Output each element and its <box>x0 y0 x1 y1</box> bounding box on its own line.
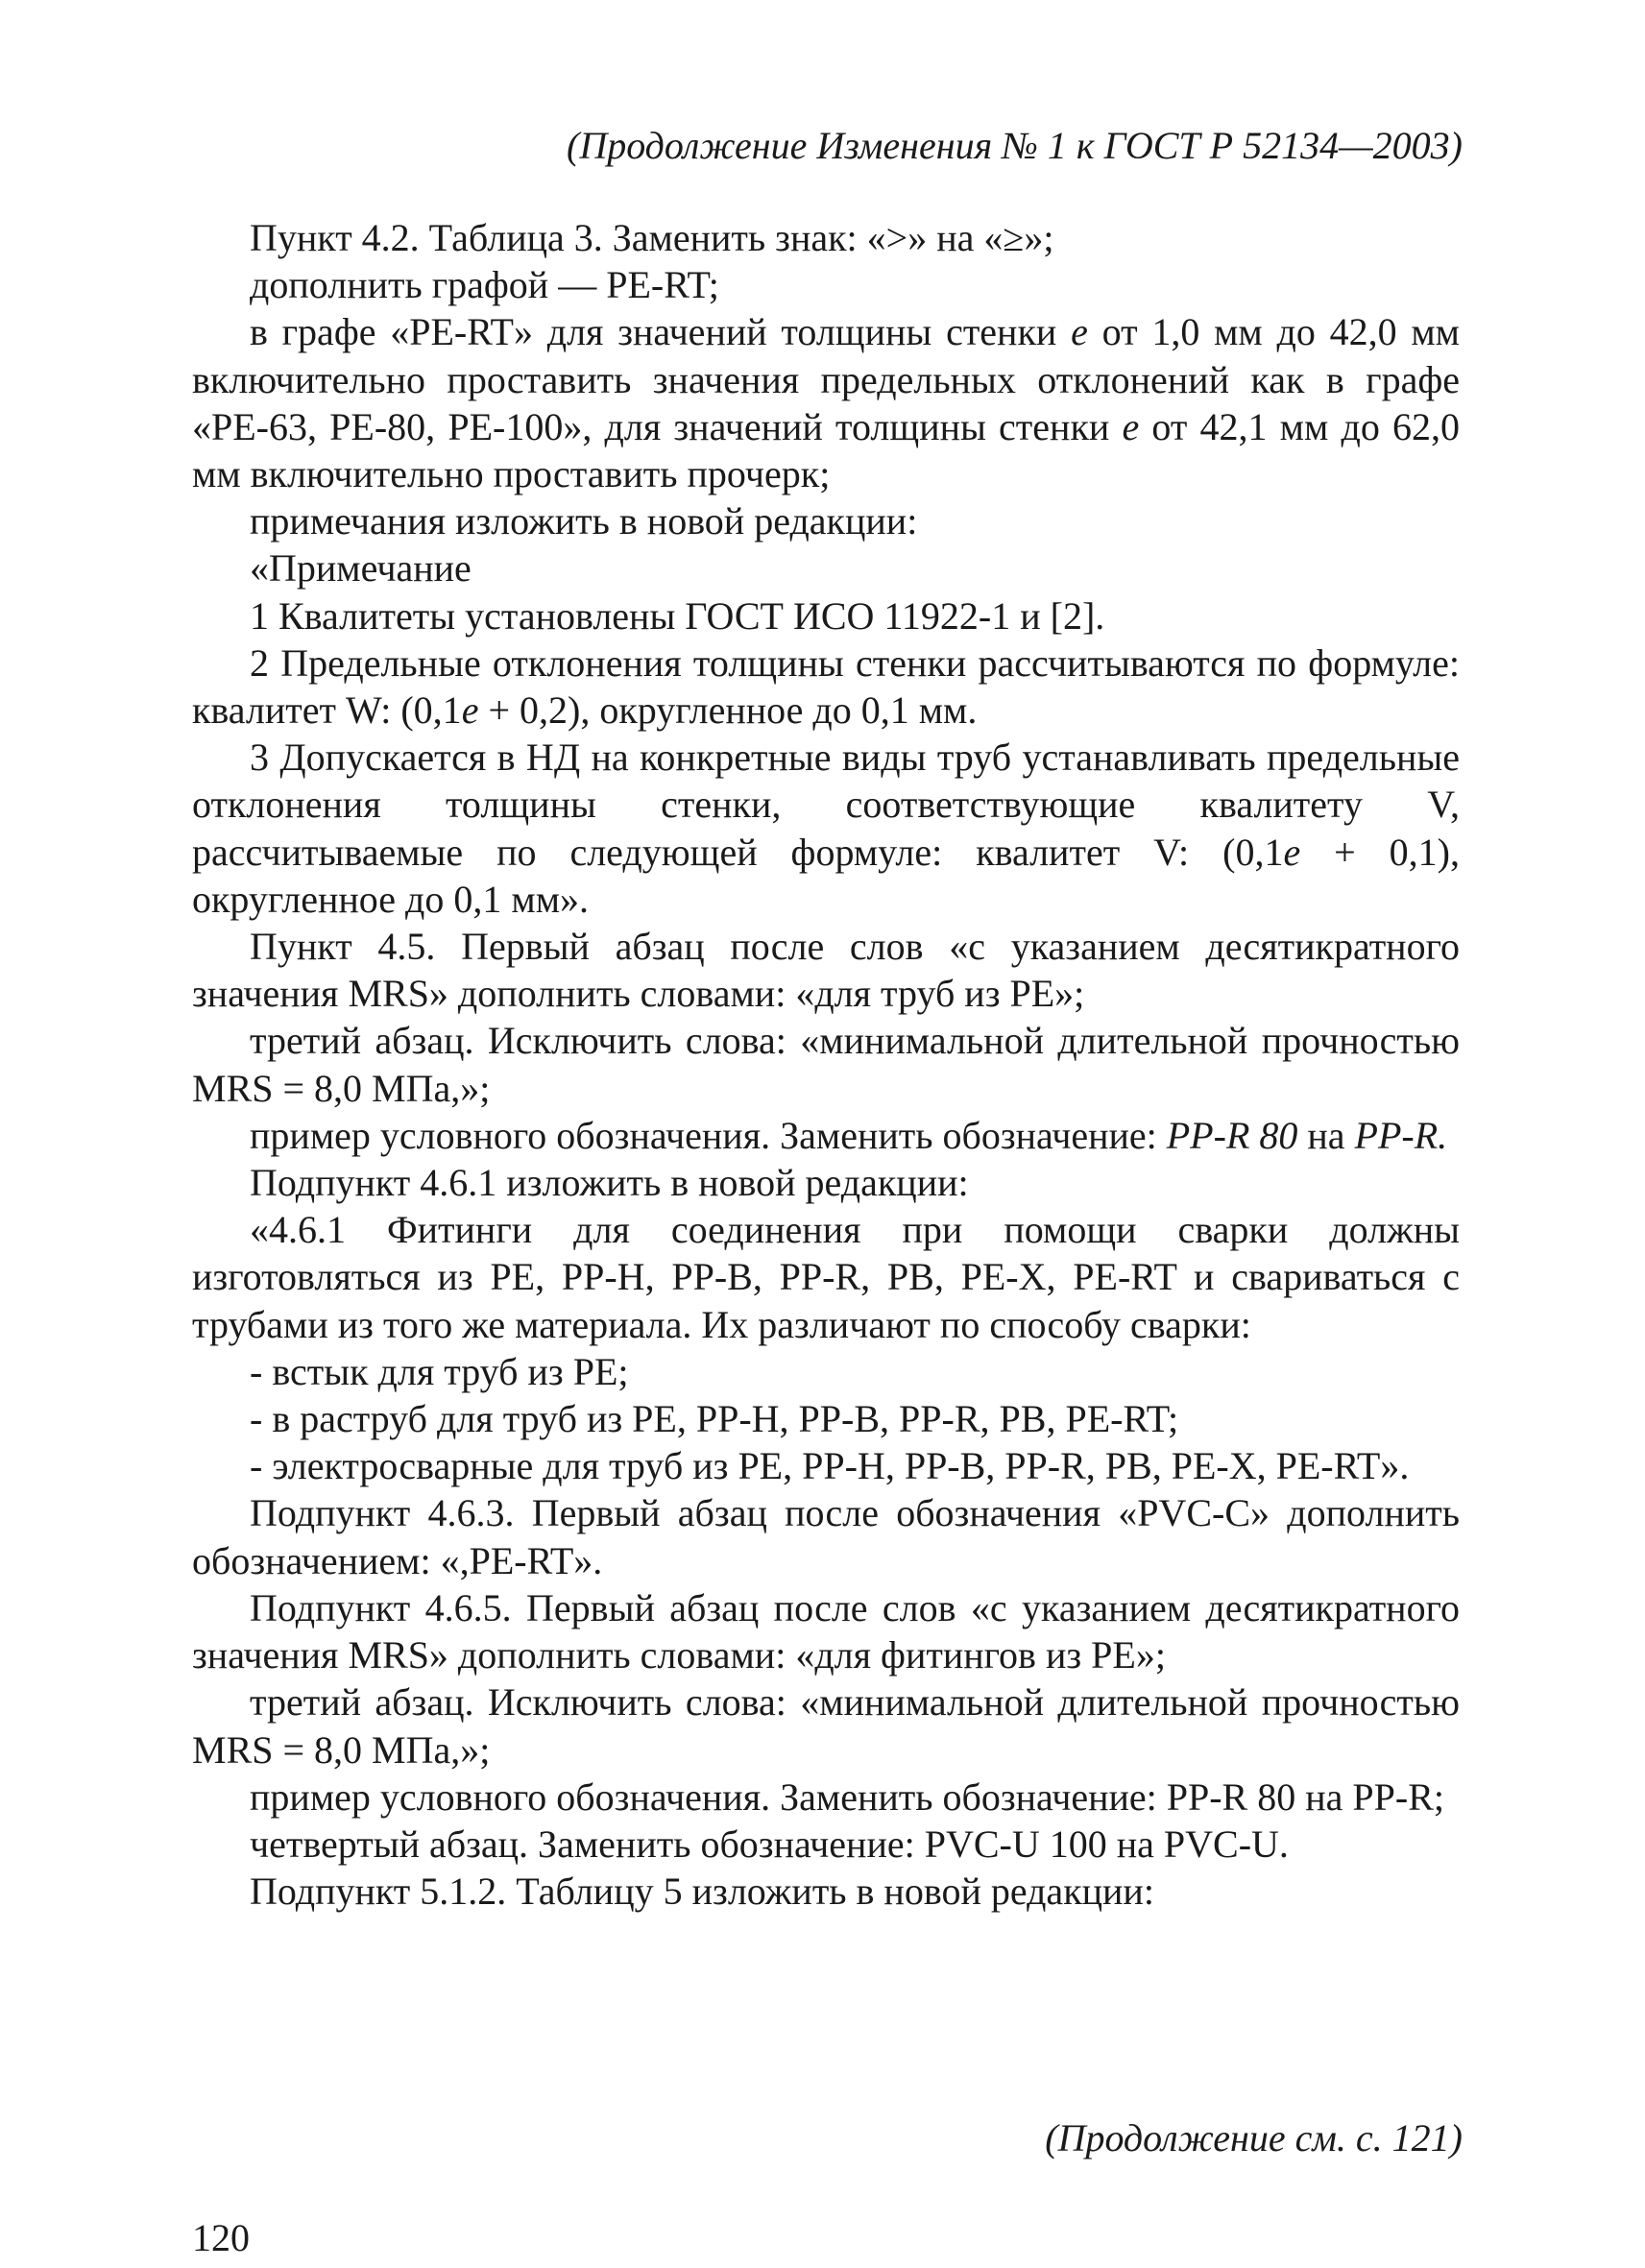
paragraph: «4.6.1 Фитинги для соединения при помощи сварки должны изготовляться из PE, PP-H, PP-B, PP-R, PB, PE-X, PE-RT и свариваться с трубами из того же материала. Их различают по способу сварки: <box>192 1208 1460 1346</box>
paragraph: 1 Квалитеты установлены ГОСТ ИСО 11922-1 и [2]. <box>250 593 1105 638</box>
paragraph: 2 Предельные отклонения толщины стенки рассчитываются по формуле: квалитет W: (0,1e + 0,2), округленное до 0,1 мм. <box>192 640 1460 733</box>
continuation-note: (Продолжение см. с. 121) <box>1045 2116 1463 2159</box>
paragraph: третий абзац. Исключить слова: «минимальной длительной прочностью MRS = 8,0 МПа,»; <box>192 1019 1460 1110</box>
paragraph: четвертый абзац. Заменить обозначение: PVC-U 100 на PVC-U. <box>250 1822 1289 1866</box>
paragraph: Подпункт 4.6.1 изложить в новой редакции: <box>250 1161 969 1205</box>
paragraph: пример условного обозначения. Заменить обозначение: PP-R 80 на PP-R; <box>250 1774 1445 1819</box>
paragraph: Пункт 4.2. Таблица 3. Заменить знак: «>» на «≥»; <box>250 216 1054 259</box>
body-text <box>192 214 1460 1915</box>
paragraph: Подпункт 5.1.2. Таблицу 5 изложить в новой редакции: <box>250 1870 1154 1914</box>
paragraph: в графе «PE-RT» для значений толщины стенки e от 1,0 мм до 42,0 мм включительно проставить значения предельных отклонений как в графе «PE-63, PE-80, PE-100», для значений толщины стенки e от 42,1 мм до 62,0 мм включительно проставить прочерк; <box>192 310 1460 496</box>
paragraph: пример условного обозначения. Заменить обозначение: PP-R 80 на PP-R. <box>250 1113 1448 1157</box>
page-number: 120 <box>192 2216 250 2259</box>
paragraph: третий абзац. Исключить слова: «минимальной длительной прочностью MRS = 8,0 МПа,»; <box>192 1680 1460 1772</box>
paragraph: - электросварные для труб из PE, PP-H, PP-B, PP-R, PB, PE-X, PE-RT». <box>250 1444 1410 1488</box>
page-header: (Продолжение Изменения № 1 к ГОСТ Р 52134—2003) <box>567 124 1463 167</box>
paragraph: дополнить графой — PE-RT; <box>250 263 719 307</box>
paragraph: Пункт 4.5. Первый абзац после слов «с указанием десятикратного значения MRS» дополнить словами: «для труб из PE»; <box>192 925 1460 1016</box>
paragraph: примечания изложить в новой редакции: <box>250 499 918 543</box>
paragraph: Подпункт 4.6.5. Первый абзац после слов «с указанием десятикратного значения MRS» дополнить словами: «для фитингов из PE»; <box>192 1585 1460 1677</box>
paragraph: Подпункт 4.6.3. Первый абзац после обозначения «PVC-C» дополнить обозначением: «,PE-RT». <box>192 1491 1460 1582</box>
paragraph: - в раструб для труб из PE, PP-H, PP-B, PP-R, PB, PE-RT; <box>250 1397 1179 1441</box>
paragraph: - встык для труб из PE; <box>250 1349 629 1393</box>
paragraph: 3 Допускается в НД на конкретные виды труб устанавливать предельные отклонения толщины стенки, соответствующие квалитету V, рассчитываемые по следующей формуле: квалитет V: (0,1e + 0,1), округленное до 0,1 мм». <box>192 736 1460 921</box>
paragraph: «Примечание <box>250 546 472 591</box>
